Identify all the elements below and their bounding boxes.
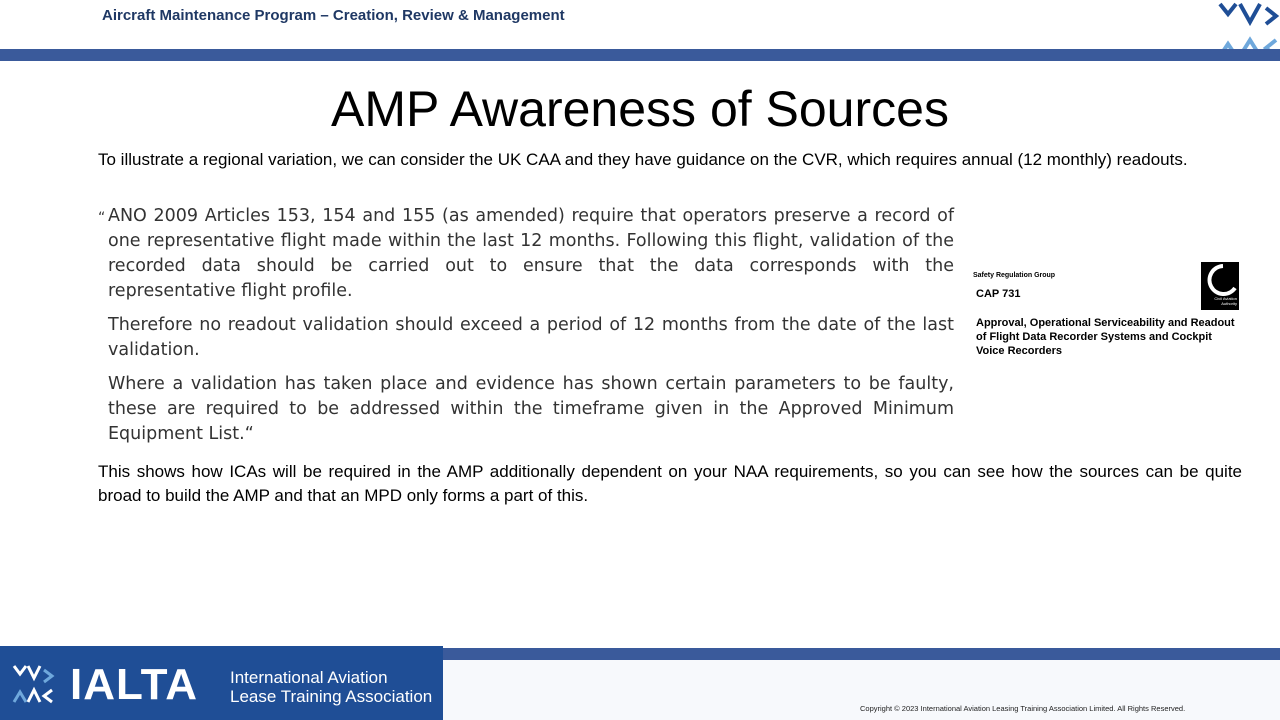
header-title: Aircraft Maintenance Program – Creation, Review & Management	[102, 7, 565, 24]
cap-description: Approval, Operational Serviceability and Readout of Flight Data Recorder Systems and Cockpit Voice Recorders	[976, 317, 1235, 357]
quote-paragraph: ANO 2009 Articles 153, 154 and 155 (as amended) require that operators preserve a record of one representative flight made within the last 12 months. Following this flight, validation of the recorded data should be carried out to ensure that the data corresponds with the representative flight profile.	[108, 206, 954, 301]
footer-brand: IALTA	[70, 660, 198, 709]
cap-number: CAP 731	[976, 288, 1021, 300]
footer-logo	[0, 646, 443, 720]
quote-paragraph: Therefore no readout validation should exceed a period of 12 months from the date of the last validation.	[108, 315, 954, 360]
caa-logo-text: Civil Aviation Authority	[1214, 296, 1237, 306]
cap-document-cover	[970, 260, 1245, 360]
quote-block	[98, 204, 954, 456]
quote-paragraph: Where a validation has taken place and evidence has shown certain parameters to be faulty, these are required to be addressed within the timeframe given in the Approved Minimum Equipment List.“	[108, 374, 954, 444]
caa-logo	[1201, 262, 1239, 310]
cap-group-label: Safety Regulation Group	[973, 272, 1056, 279]
outro-paragraph: This shows how ICAs will be required in the AMP additionally dependent on your NAA requirements, so you can see how the sources can be quite broad to build the AMP and that an MPD only forms a part of this.	[98, 462, 1242, 505]
footer-sub-line1: International Aviation	[230, 668, 388, 687]
quote-open-mark: “	[98, 210, 106, 226]
top-accent-bar	[0, 49, 1280, 61]
copyright-text: Copyright © 2023 International Aviation Leasing Training Association Limited. All Rights Reserved.	[860, 704, 1186, 713]
footer-sub-line2: Lease Training Association	[230, 687, 433, 706]
slide-title: AMP Awareness of Sources	[331, 81, 949, 137]
intro-paragraph: To illustrate a regional variation, we can consider the UK CAA and they have guidance on the CVR, which requires annual (12 monthly) readouts.	[98, 150, 1188, 169]
ialta-mark-icon	[12, 664, 56, 704]
footer-accent-bar	[443, 648, 1280, 660]
